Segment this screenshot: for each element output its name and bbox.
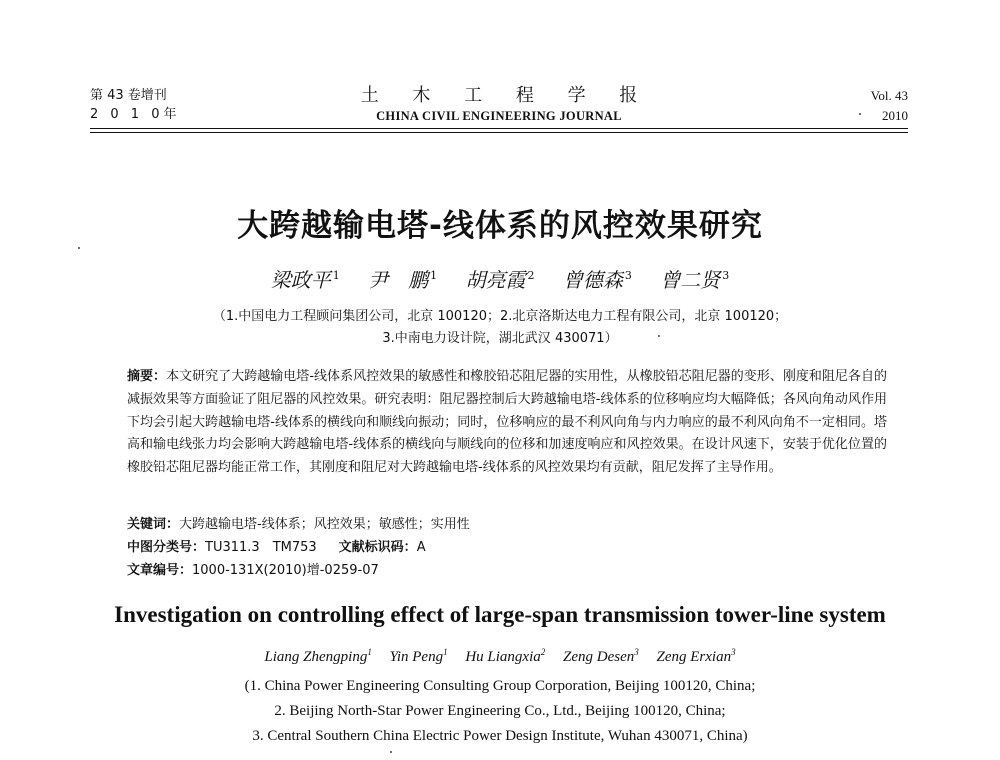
keywords-text: 大跨越输电塔-线体系；风控效果；敏感性；实用性 [179, 517, 470, 532]
abstract [127, 366, 887, 480]
abstract-label: 摘要： [127, 369, 167, 384]
journal-name-cn: 土 木 工 程 学 报 [360, 85, 652, 106]
volume-en: Vol. 43 [870, 88, 908, 103]
year-en: 2010 [882, 108, 908, 123]
authors-cn [0, 264, 1000, 293]
affiliation-line-en: (1. China Power Engineering Consulting Group Corporation, Beijing 100120, China; [244, 678, 756, 694]
keywords-label: 关键词： [127, 517, 180, 532]
header-right [871, 86, 908, 126]
affiliation-line: 3.中南电力设计院，湖北武汉 430071） [382, 331, 618, 346]
classification [127, 537, 887, 559]
author-cn: 曾德森 $^3$ [562, 268, 632, 292]
author-en: Liang Zhengping$^1$ [264, 647, 372, 665]
article-id-label: 文章编号： [127, 563, 193, 578]
year-cn: 2 0 1 0年 [90, 107, 181, 122]
header-center [340, 86, 658, 126]
article-id-value: 1000-131X(2010)增-0259-07 [192, 563, 379, 578]
affiliation-line: （1.中国电力工程顾问集团公司，北京 100120；2.北京洛斯达电力工程有限公司，北京 100120； [212, 309, 788, 324]
header-rule [90, 128, 908, 133]
author-en: Hu Liangxia$^2$ [465, 647, 546, 665]
scan-speck [390, 751, 392, 753]
author-en: Zeng Desen$^3$ [563, 647, 639, 665]
author-cn: 尹 鹏 $^1$ [368, 268, 438, 292]
article-id [127, 560, 887, 582]
author-en: Zeng Erxian$^3$ [656, 647, 736, 665]
journal-name-en: CHINA CIVIL ENGINEERING JOURNAL [376, 109, 622, 123]
paper-title-en: Investigation on controlling effect of large-span transmission tower-line system [114, 602, 886, 627]
authors-en [0, 647, 1000, 666]
clc-value: TU311.3 TM753 [205, 540, 317, 555]
running-header [90, 86, 908, 128]
author-cn: 曾二贤 $^3$ [660, 268, 730, 292]
abstract-text: 本文研究了大跨越输电塔-线体系风控效果的敏感性和橡胶铅芯阻尼器的实用性，从橡胶铅芯阻尼器的变形、刚度和阻尼各自的减振效果等方面验证了阻尼器的风控效果。研究表明：阻尼器控制后大跨越输电塔-线体系的位移响应均大幅降低；各风向角动风作用下均会引起大跨越输电塔-线体系的横线向和顺线向振动；同时，位移响应的最不利风向角与内力响应的最不利风向角不一定相同。塔高和输电线张力均会影响大跨越输电塔-线体系的横线向与顺线向的位移和加速度响应和风控效果。在设计风速下，安装于优化位置的橡胶铅芯阻尼器均能正常工作，其刚度和阻尼对大跨越输电塔-线体系的风控效果均有贡献，阻尼发挥了主导作用。 [127, 369, 887, 476]
scan-speck [78, 247, 80, 249]
author-cn: 胡亮霞 $^2$ [465, 268, 535, 292]
affiliation-line-en: 2. Beijing North-Star Power Engineering Co., Ltd., Beijing 100120, China; [274, 703, 726, 719]
paper-title-cn: 大跨越输电塔-线体系的风控效果研究 [237, 208, 763, 244]
clc-label: 中图分类号： [127, 540, 206, 555]
volume-cn: 第 43 卷增刊 [90, 88, 167, 103]
affiliations-cn [0, 306, 1000, 350]
affiliation-line-en: 3. Central Southern China Electric Power Design Institute, Wuhan 430071, China) [252, 728, 748, 744]
keywords [127, 514, 887, 536]
scan-speck [859, 113, 861, 115]
scan-speck [658, 335, 660, 337]
author-cn: 梁政平 $^1$ [270, 268, 340, 292]
affiliations-en [0, 674, 1000, 749]
header-left [90, 86, 180, 124]
author-en: Yin Peng$^1$ [389, 647, 448, 665]
doc-code-value: A [416, 540, 426, 555]
doc-code-label: 文献标识码： [338, 540, 417, 555]
